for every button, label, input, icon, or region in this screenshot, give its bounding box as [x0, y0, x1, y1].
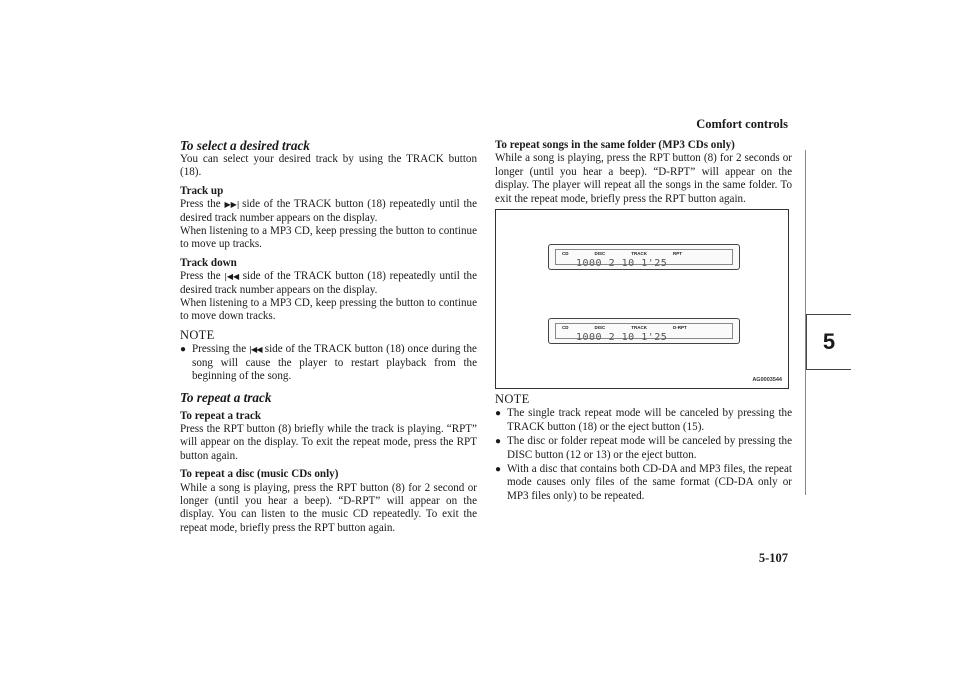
- select-track-intro: You can select your desired track by using the TRACK button (18).: [180, 153, 477, 179]
- bullet-icon: ●: [180, 344, 187, 356]
- track-up-mp3-text: When listening to a MP3 CD, keep pressing the button to continue to move up tracks.: [180, 225, 477, 251]
- track-up-text: Press the ▶▶| side of the TRACK button (18) repeatedly until the desired track number appears on the display.: [180, 198, 478, 224]
- right-column: [495, 139, 792, 210]
- track-down-text: Press the |◀◀ side of the TRACK button (18) repeatedly until the desired track number appears on the display.: [180, 270, 478, 296]
- repeat-disc-heading: To repeat a disc (music CDs only): [180, 468, 339, 481]
- note-title: NOTE: [180, 327, 215, 342]
- note-item: ● With a disc that contains both CD-DA and MP3 files, the repeat mode causes only files of the same format (CD-DA only or MP3 files only) to be repeated.: [495, 463, 792, 502]
- repeat-track-text: Press the RPT button (8) briefly while the track is playing. “RPT” will appear on the display. To exit the repeat mode, press the RPT button again.: [180, 422, 477, 462]
- page-number: 5-107: [758, 551, 788, 565]
- bullet-icon: ●: [495, 436, 502, 448]
- bullet-icon: ●: [495, 464, 502, 476]
- note-item: ● The disc or folder repeat mode will be canceled by pressing the DISC button (12 or 13) or the eject button.: [495, 435, 792, 461]
- select-track-heading: To select a desired track: [180, 138, 310, 153]
- lcd-labels-rpt: CD DISC TRACK RPT: [562, 251, 683, 256]
- track-down-icon: |◀◀: [249, 345, 262, 355]
- repeat-folder-heading: To repeat songs in the same folder (MP3 CDs only): [495, 139, 735, 151]
- repeat-track-heading: To repeat a track: [180, 409, 262, 422]
- figure-code: AG0003544: [752, 377, 782, 383]
- section-tab: 5: [806, 314, 851, 370]
- track-down-mp3-text: When listening to a MP3 CD, keep pressing the button to continue to move down tracks.: [180, 297, 477, 323]
- right-notes: [495, 393, 792, 504]
- note-title: NOTE: [495, 392, 530, 406]
- repeat-folder-text: While a song is playing, press the RPT button (8) for 2 seconds or longer (until you hear a beep). “D-RPT” will appear on the display. The player will repeat all the songs in the same folder. To exit the repeat mode, briefly press the RPT button again.: [495, 152, 792, 205]
- lcd-segments-drpt: 1000 2 10 1'25: [576, 332, 668, 343]
- lcd-segments-rpt: 1000 2 10 1'25: [576, 258, 668, 269]
- track-up-icon: ▶▶|: [224, 200, 239, 210]
- note-item: ● Pressing the |◀◀ side of the TRACK button (18) once during the song will cause the player to restart playback from the beginning of the song.: [180, 343, 477, 383]
- repeat-heading: To repeat a track: [180, 389, 272, 405]
- lcd-labels-drpt: CD DISC TRACK D-RPT: [562, 325, 687, 330]
- left-column: [180, 139, 477, 539]
- bullet-icon: ●: [495, 408, 502, 420]
- track-down-heading: Track down: [180, 256, 237, 269]
- note-item: ● The single track repeat mode will be canceled by pressing the TRACK button (18) or the eject button (15).: [495, 407, 792, 433]
- display-illustration: [495, 209, 789, 389]
- track-up-heading: Track up: [180, 184, 224, 197]
- track-down-icon: |◀◀: [224, 272, 240, 282]
- page-header: Comfort controls: [696, 117, 788, 131]
- repeat-disc-text: While a song is playing, press the RPT button (8) for 2 second or longer (until you hear a beep). “D-RPT” will appear on the display. You can listen to the music CD repeatedly. To exit the repeat mode, briefly press the RPT button again.: [180, 481, 477, 534]
